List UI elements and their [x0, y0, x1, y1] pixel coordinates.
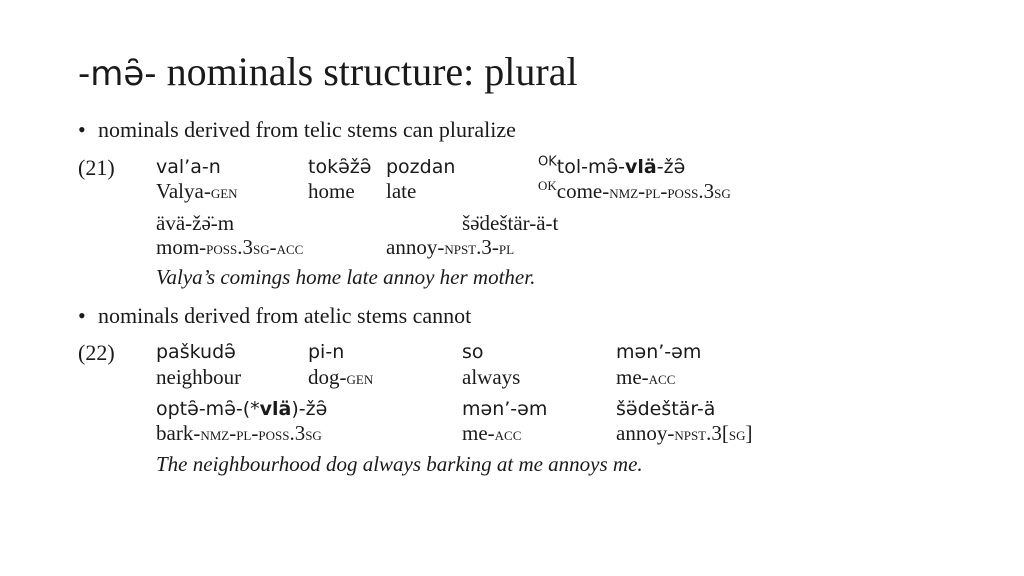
- bullet-text: nominals derived from atelic stems cannot: [98, 303, 472, 328]
- gloss-word: so: [462, 341, 484, 363]
- gloss-line-word: $^{OK}$come-nmz-pl-poss.3sg: [538, 178, 731, 203]
- bullet-dot: •: [78, 303, 86, 328]
- gloss-word: šə̈deštär-ä: [616, 398, 716, 420]
- gloss-word: optə̑-mə̑-(*vlä)-žə̑: [156, 398, 328, 420]
- gloss-line-word: always: [462, 365, 521, 389]
- gloss-word: ävä-žə̈-m: [156, 211, 235, 235]
- gloss-word: pozdan: [386, 156, 456, 178]
- gloss-line-word: late: [386, 179, 417, 203]
- translation: The neighbourhood dog always barking at me annoys me.: [156, 452, 643, 476]
- gloss-word: $^{OK}$tol-mə̑-vlä-žə̑: [538, 154, 686, 178]
- gloss-word: šə̈deštär-ä-t: [462, 211, 559, 235]
- example-number: (22): [78, 340, 115, 365]
- page-title: [78, 50, 578, 96]
- title-main: nominals structure: plural: [156, 49, 578, 94]
- title-prefix: -mə̑-: [78, 54, 157, 94]
- gloss-line-word: mom-poss.3sg-acc: [156, 235, 304, 259]
- gloss-line-word: home: [308, 179, 355, 203]
- translation: Valya’s comings home late annoy her mother.: [156, 265, 536, 289]
- gloss-word: val’a-n: [156, 156, 221, 178]
- gloss-line-word: bark-nmz-pl-poss.3sg: [156, 421, 322, 445]
- gloss-line-word: annoy-npst.3-pl: [386, 235, 515, 259]
- gloss-line-word: dog-gen: [308, 365, 374, 389]
- gloss-word: mən’-əm: [616, 341, 702, 363]
- gloss-line-word: me-acc: [462, 421, 522, 445]
- bullet-text: nominals derived from telic stems can pluralize: [98, 117, 516, 142]
- gloss-word: pi-n: [308, 341, 345, 363]
- gloss-line-word: annoy-npst.3[sg]: [616, 421, 753, 445]
- gloss-word: paškudə̑: [156, 341, 236, 363]
- gloss-line-word: me-acc: [616, 365, 676, 389]
- gloss-line-word: Valya-gen: [156, 179, 238, 203]
- bullet-dot: •: [78, 117, 86, 142]
- gloss-word: tokə̑žə̑: [308, 156, 372, 178]
- gloss-word: mən’-əm: [462, 398, 548, 420]
- gloss-line-word: neighbour: [156, 365, 242, 389]
- example-number: (21): [78, 155, 115, 180]
